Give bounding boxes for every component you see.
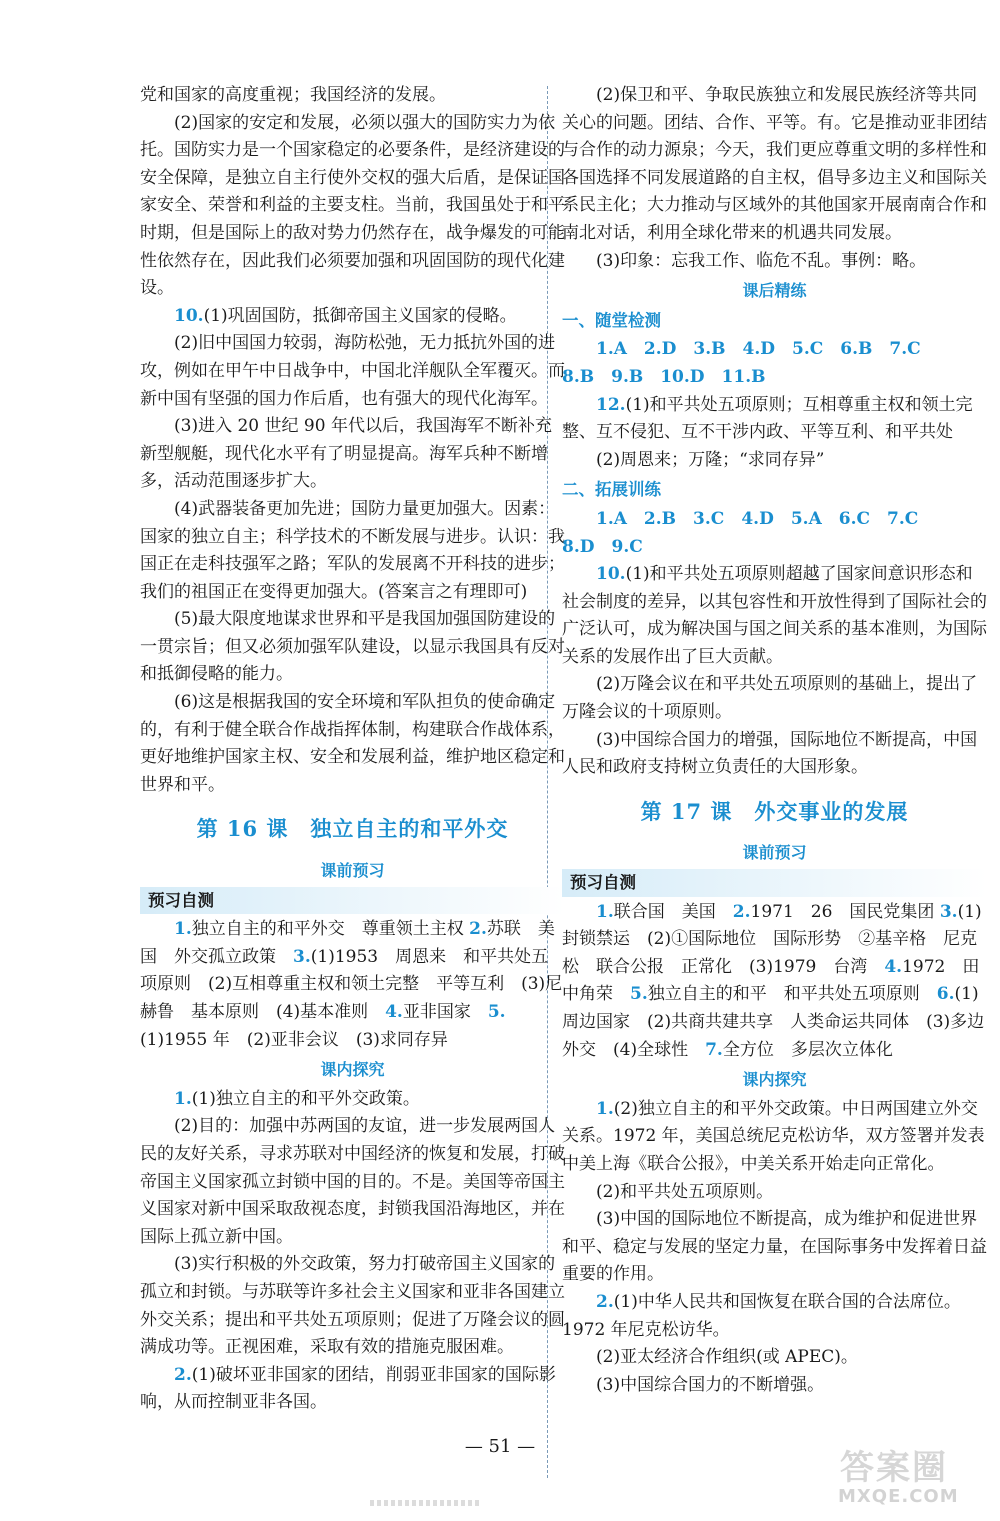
explore-answer [562, 1096, 987, 1179]
paragraph: (2)保卫和平、争取民族独立和发展民族经济等共同关心的问题。团结、合作、平等。有。它是推动亚非团结与合作的动力源泉；今天，我们更应尊重文明的多样性和各国选择不同发展道路的自主权，倡导多边主义和国际关系民主化；大力推动与区域外的其他国家开展南南合作和南北对话，利用全球化带来的机遇共同发展。 [562, 85, 987, 243]
question-number: 5. [487, 1002, 506, 1022]
section-heading-1: 一、随堂检测 [562, 310, 661, 330]
paragraph: (3)中国综合国力的增强，国际地位不断提高，中国人民和政府支持树立负责任的大国形象。 [562, 729, 978, 778]
answer-text: 联合国 美国 [613, 901, 716, 922]
question-number: 2. [469, 919, 487, 940]
question-number: 1. [174, 919, 192, 940]
answer-row: 8.D 9.C [562, 536, 643, 557]
question-number: 4. [884, 956, 903, 977]
answer-text: (1)巩固国防，抵御帝国主义国家的侵略。 [203, 305, 517, 326]
paragraph: (2)万隆会议在和平共处五项原则的基础上，提出了万隆会议的十项原则。 [562, 674, 978, 723]
paragraph: (2)和平共处五项原则。 [596, 1181, 774, 1202]
question-number: 10. [596, 564, 626, 585]
question-number: 1. [596, 901, 614, 922]
answer-row: 1.A 2.B 3.C 4.D 5.A 6.C 7.C [596, 508, 919, 529]
paragraph: (3)中国的国际地位不断提高，成为维护和促进世界和平、稳定与发展的坚定力量，在国际事务中发挥着日益重要的作用。 [562, 1209, 987, 1285]
question-number: 7. [705, 1039, 723, 1060]
answer-text: (1)封锁禁运 (2)①国际地位 国际形势 ②基辛格 尼克松 联合公报 正常化 (3)1979 台湾 [562, 901, 982, 977]
paragraph: (3)中国综合国力的不断增强。 [596, 1374, 825, 1395]
answer-text: 独立自主的和平外交 尊重领土主权 [191, 919, 464, 940]
answer-text: (1)中华人民共和国恢复在联合国的合法席位。1972 年尼克松访华。 [562, 1291, 961, 1340]
answer-text: 全方位 多层次立体化 [722, 1039, 893, 1060]
answer-text: (1)独立自主的和平外交政策。 [191, 1088, 420, 1109]
answer-text: (1)和平共处五项原则超越了国家间意识形态和社会制度的差异，以其包容性和开放性得到了国际社会的广泛认可，成为解决国与国之间关系的基本准则，为国际关系的发展作出了巨大贡献。 [562, 564, 987, 667]
question-number: 5. [630, 984, 648, 1005]
paragraph: (2)国家的安定和发展，必须以强大的国防实力为依托。国防实力是一个国家稳定的必要条件，是经济建设的安全保障，是独立自主行使外交权的强大后盾，是保证国家安全、荣誉和利益的主要支柱。当前，我国虽处于和平时期，但是国际上的敌对势力仍然存在，战争爆发的可能性依然存在，因此我们必须要加强和巩固国防的现代化建设。 [140, 112, 565, 299]
question-number: 2. [732, 901, 751, 922]
lesson-16-title: 第 16 课 独立自主的和平外交 [196, 816, 509, 842]
question-10 [140, 303, 565, 331]
answer-text: (1)和平共处五项原则；互相尊重主权和领土完整、互不侵犯、互不干涉内政、平等互利、和平共处 [562, 394, 973, 443]
after-class-heading: 课后精练 [742, 281, 807, 301]
answer-text: (1)周边国家 (2)共商共建共享 人类命运共同体 (3)多边外交 (4)全球性 [562, 984, 985, 1060]
question-number: 2. [596, 1291, 614, 1312]
paragraph: (2)亚太经济合作组织(或 APEC)。 [596, 1347, 858, 1368]
question-number: 12. [596, 394, 626, 415]
paragraph: (5)最大限度地谋求世界和平是我国加强国防建设的一贯宗旨；但又必须加强军队建设，以显示我国具有反对和抵御侵略的能力。 [140, 609, 565, 685]
left-column [140, 82, 565, 1417]
question-12 [562, 392, 987, 447]
preview-heading: 课前预习 [742, 843, 807, 863]
question-number: 6. [936, 984, 955, 1005]
self-test-heading: 预习自测 [562, 869, 987, 897]
explore-answer [562, 1289, 987, 1344]
question-number: 3. [293, 946, 311, 967]
preview-answers [562, 899, 987, 1065]
paragraph: (2)目的：加强中苏两国的友谊，进一步发展两国人民的友好关系，寻求苏联对中国经济的恢复和发展，打破帝国主义国家孤立封锁中国的目的。不是。美国等帝国主义国家对新中国采取敌视态度，封锁我国沿海地区，并在国际上孤立新中国。 [140, 1116, 565, 1247]
answer-row: 8.B 9.B 10.D 11.B [562, 366, 766, 387]
question-10 [562, 561, 987, 671]
answer-text: 独立自主的和平 和平共处五项原则 [647, 984, 920, 1005]
explore-heading: 课内探究 [742, 1070, 807, 1090]
scan-artifact [370, 1500, 480, 1506]
paragraph: (6)这是根据我国的安全环境和军队担负的使命确定的，有利于健全联合作战指挥体制，构建联合作战体系，更好地维护国家主权、安全和发展利益，维护地区稳定和世界和平。 [140, 692, 565, 795]
answer-row: 1.A 2.D 3.B 4.D 5.C 6.B 7.C [596, 339, 921, 360]
preview-answers [140, 916, 565, 1054]
paragraph: (3)印象：忘我工作、临危不乱。事例：略。 [596, 250, 927, 271]
watermark-logo: 答案圈 [840, 1448, 948, 1488]
page-number: — 51 — [464, 1436, 536, 1457]
answer-text: 亚非国家 [402, 1002, 471, 1022]
question-number: 4. [385, 1002, 403, 1022]
question-number: 10. [174, 305, 204, 326]
answer-text: 1972 田中角荣 [562, 956, 980, 1005]
explore-answer [140, 1362, 565, 1417]
question-number: 1. [174, 1088, 192, 1109]
paragraph: 党和国家的高度重视；我国经济的发展。 [140, 85, 446, 105]
explore-answer [140, 1086, 565, 1114]
answer-text: (1)1953 周恩来 和平共处五项原则 (2)互相尊重主权和领土完整 平等互利 (3)尼赫鲁 基本原则 (4)基本准则 [140, 946, 563, 1022]
preview-heading: 课前预习 [320, 861, 385, 881]
section-heading-2: 二、拓展训练 [562, 480, 661, 500]
right-column [562, 82, 987, 1399]
paragraph: (2)周恩来；万隆；“求同存异” [596, 449, 825, 470]
paragraph: (3)进入 20 世纪 90 年代以后，我国海军不断补充新型舰艇，现代化水平有了明显提高。海军兵种不断增多，活动范围逐步扩大。 [140, 416, 552, 492]
paragraph: (3)实行积极的外交政策，努力打破帝国主义国家的孤立和封锁。与苏联等许多社会主义国家和亚非各国建立外交关系；提出和平共处五项原则；促进了万隆会议的圆满成功等。正视困难，采取有效的措施克服困难。 [140, 1254, 565, 1358]
answer-text: 1971 26 国民党集团 [750, 901, 935, 922]
answer-text: (1)破坏亚非国家的团结，削弱亚非国家的国际影响，从而控制亚非各国。 [140, 1364, 556, 1413]
explore-heading: 课内探究 [320, 1060, 385, 1080]
question-number: 1. [596, 1098, 614, 1119]
answer-text: 苏联 美国 外交孤立政策 [140, 919, 555, 967]
watermark-url: MXQE.COM [838, 1486, 959, 1507]
question-number: 2. [174, 1364, 192, 1385]
answer-text: (1)1955 年 (2)亚非会议 (3)求同存异 [140, 1029, 448, 1050]
paragraph: (2)旧中国国力较弱，海防松弛，无力抵抗外国的进攻，例如在甲午中日战争中，中国北洋舰队全军覆灭。而新中国有坚强的国力作后盾，也有强大的现代化海军。 [140, 333, 565, 409]
question-number: 3. [939, 901, 958, 922]
watermark [820, 1440, 990, 1515]
lesson-17-title: 第 17 课 外交事业的发展 [640, 798, 909, 824]
answer-text: (2)独立自主的和平外交政策。中日两国建立外交关系。1972 年，美国总统尼克松访华，双方签署并发表中美上海《联合公报》，中美关系开始走向正常化。 [562, 1098, 985, 1174]
self-test-heading: 预习自测 [140, 887, 565, 915]
paragraph: (4)武器装备更加先进；国防力量更加强大。因素：国家的独立自主；科学技术的不断发展与进步。认识：我国正在走科技强军之路；军队的发展离不开科技的进步；我们的祖国正在变得更加强大。(答案言之有理即可) [140, 498, 565, 602]
